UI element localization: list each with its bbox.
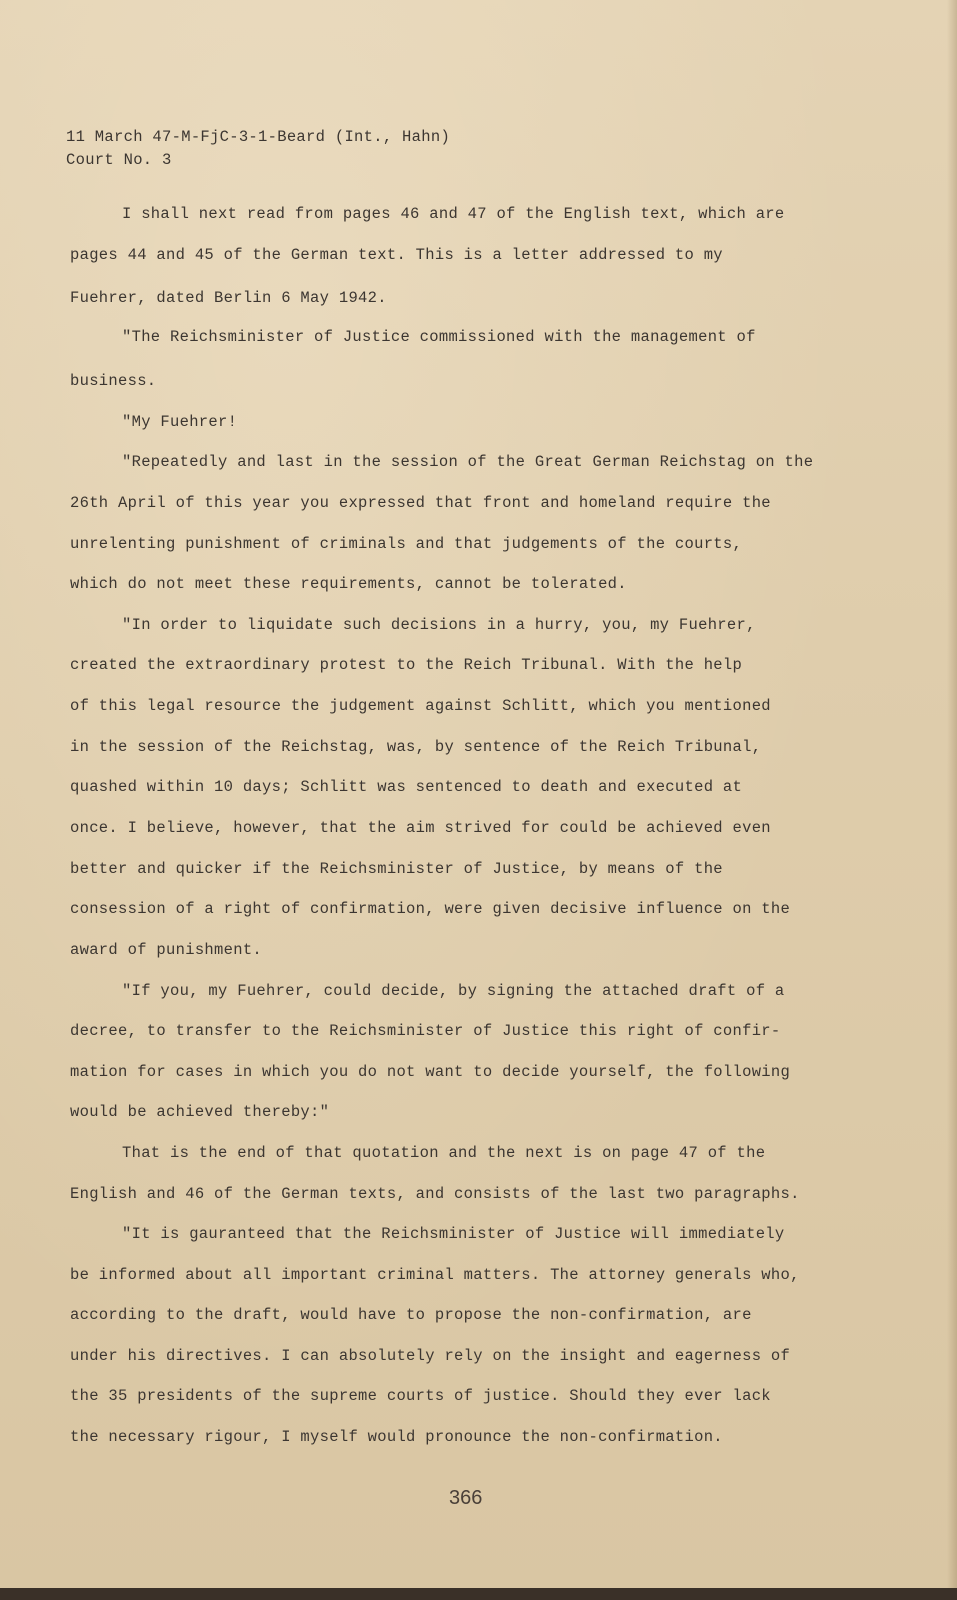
text-line: created the extraordinary protest to the Reich Tribunal. With the help xyxy=(70,656,743,674)
text-line: according to the draft, would have to propose the non-confirmation, are xyxy=(70,1306,752,1324)
text-line: the 35 presidents of the supreme courts of justice. Should they ever lack xyxy=(70,1387,771,1405)
text-line: business. xyxy=(70,372,157,390)
text-line: quashed within 10 days; Schlitt was sentenced to death and executed at xyxy=(70,778,743,796)
text-line: better and quicker if the Reichsminister of Justice, by means of the xyxy=(70,860,723,878)
text-line: "Repeatedly and last in the session of the Great German Reichstag on the xyxy=(122,453,814,471)
text-line: decree, to transfer to the Reichsminister of Justice this right of confir- xyxy=(70,1022,781,1040)
text-line: the necessary rigour, I myself would pronounce the non-confirmation. xyxy=(70,1428,723,1446)
text-line: "The Reichsminister of Justice commissioned with the management of xyxy=(122,328,756,346)
text-line: "In order to liquidate such decisions in a hurry, you, my Fuehrer, xyxy=(122,616,756,634)
text-line: mation for cases in which you do not want to decide yourself, the following xyxy=(70,1063,791,1081)
text-line: pages 44 and 45 of the German text. This is a letter addressed to my xyxy=(70,246,723,264)
text-line: 26th April of this year you expressed that front and homeland require the xyxy=(70,494,771,512)
text-line: under his directives. I can absolutely rely on the insight and eagerness of xyxy=(70,1347,791,1365)
text-line: in the session of the Reichstag, was, by sentence of the Reich Tribunal, xyxy=(70,738,762,756)
page-edge-shadow xyxy=(947,0,957,1600)
document-header-reference: 11 March 47-M-FjC-3-1-Beard (Int., Hahn) xyxy=(66,128,451,146)
text-line: of this legal resource the judgement against Schlitt, which you mentioned xyxy=(70,697,771,715)
text-line: would be achieved thereby:" xyxy=(70,1103,330,1121)
text-line: unrelenting punishment of criminals and that judgements of the courts, xyxy=(70,535,743,553)
text-line: English and 46 of the German texts, and consists of the last two paragraphs. xyxy=(70,1185,800,1203)
page-number: 366 xyxy=(449,1487,483,1509)
text-line: I shall next read from pages 46 and 47 of the English text, which are xyxy=(122,205,785,223)
scan-border xyxy=(0,1588,957,1600)
text-line: be informed about all important criminal matters. The attorney generals who, xyxy=(70,1266,800,1284)
text-line: once. I believe, however, that the aim strived for could be achieved even xyxy=(70,819,771,837)
text-line: which do not meet these requirements, cannot be tolerated. xyxy=(70,575,627,593)
document-header-court: Court No. 3 xyxy=(66,151,172,169)
text-line: award of punishment. xyxy=(70,941,263,959)
text-line: Fuehrer, dated Berlin 6 May 1942. xyxy=(70,289,387,307)
text-line: consession of a right of confirmation, were given decisive influence on the xyxy=(70,900,791,918)
text-line: "It is gauranteed that the Reichsminister of Justice will immediately xyxy=(122,1225,785,1243)
text-line: "If you, my Fuehrer, could decide, by signing the attached draft of a xyxy=(122,982,785,1000)
text-line: That is the end of that quotation and the next is on page 47 of the xyxy=(122,1144,766,1162)
text-line: "My Fuehrer! xyxy=(122,413,238,431)
